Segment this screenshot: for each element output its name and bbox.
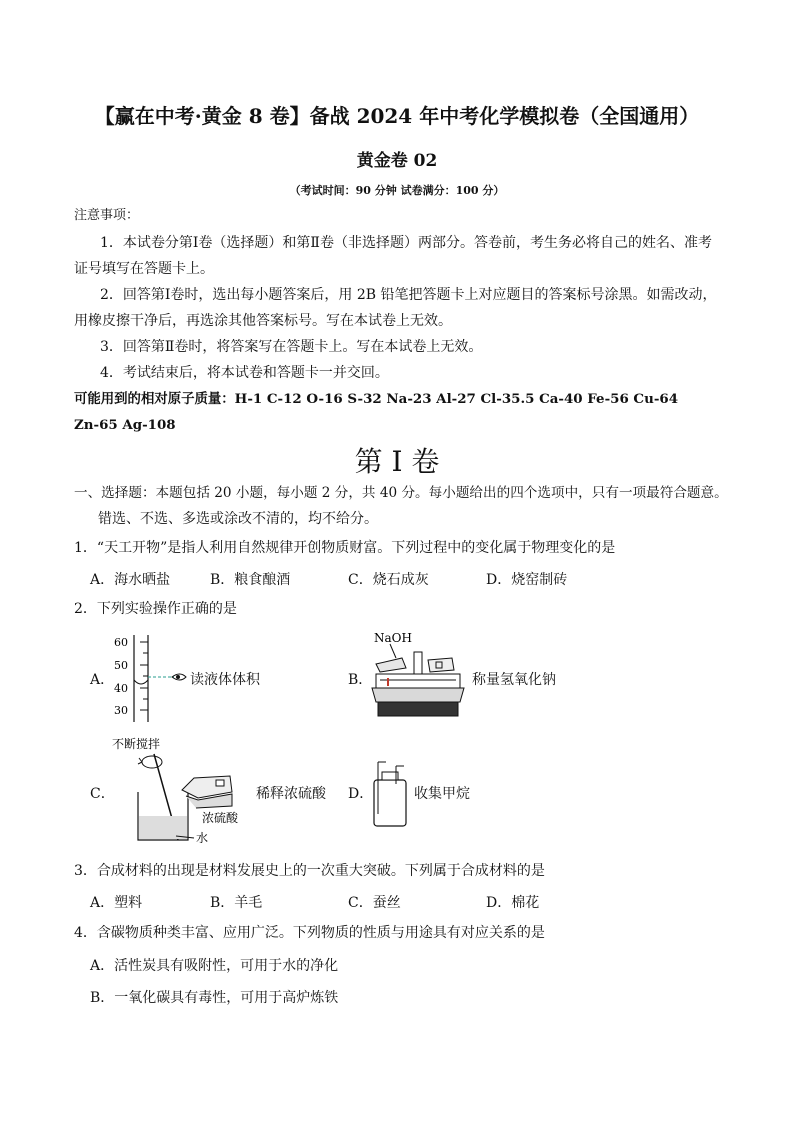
q2-a-caption: 读液体体积 (190, 672, 260, 688)
q1-option-c: C．烧石成灰 (348, 572, 429, 588)
q2-a-label: A． (90, 672, 115, 688)
q3-option-c: C．蚕丝 (348, 895, 401, 911)
gas-bottle-figure (372, 760, 412, 828)
atomic-masses-line-1: 可能用到的相对原子质量：H-1 C-12 O-16 S-32 Na-23 Al-27 Cl-35.5 Ca-40 Fe-56 Cu-64 (74, 391, 679, 407)
exam-info: （考试时间：90 分钟 试卷满分：100 分） (289, 184, 505, 197)
acid-label: 浓硫酸 (202, 811, 239, 825)
stir-label: 不断搅拌 (112, 737, 161, 751)
cylinder-tick-60: 60 (114, 636, 128, 649)
atomic-masses-line-2: Zn-65 Ag-108 (74, 417, 176, 433)
q3-stem: 3．合成材料的出现是材料发展史上的一次重大突破。下列属于合成材料的是 (74, 863, 545, 879)
note-line-2b: 用橡皮擦干净后，再选涂其他答案标号。写在本试卷上无效。 (74, 313, 452, 329)
q4-option-b: B．一氧化碳具有毒性，可用于高炉炼铁 (90, 990, 339, 1006)
q4-stem: 4．含碳物质种类丰富、应用广泛。下列物质的性质与用途具有对应关系的是 (74, 925, 545, 941)
q4-option-a: A．活性炭具有吸附性，可用于水的净化 (90, 958, 339, 974)
q1-option-b: B．粮食酿酒 (210, 572, 291, 588)
section-instruction-2: 错选、不选、多选或涂改不清的，均不给分。 (98, 511, 378, 527)
note-line-2: 2．回答第Ⅰ卷时，选出每小题答案后，用 2B 铅笔把答题卡上对应题目的答案标号涂黑。如需改动， (100, 287, 717, 303)
q1-option-a: A．海水晒盐 (90, 572, 171, 588)
q2-stem: 2．下列实验操作正确的是 (74, 601, 237, 617)
cylinder-tick-40: 40 (114, 682, 128, 695)
note-line-3: 3．回答第Ⅱ卷时，将答案写在答题卡上。写在本试卷上无效。 (100, 339, 483, 355)
q3-option-b: B．羊毛 (210, 895, 263, 911)
q1-stem: 1．“天工开物”是指人利用自然规律开创物质财富。下列过程中的变化属于物理变化的是 (74, 540, 616, 556)
notes-heading: 注意事项： (74, 208, 140, 223)
cylinder-tick-30: 30 (114, 704, 128, 717)
exam-title: 【赢在中考·黄金 8 卷】备战 2024 年中考化学模拟卷（全国通用） (94, 104, 700, 128)
cylinder-tick-50: 50 (114, 659, 128, 672)
q2-d-caption: 收集甲烷 (414, 786, 470, 802)
q2-b-caption: 称量氢氧化钠 (472, 672, 556, 688)
section-instruction-1: 一、选择题：本题包括 20 小题，每小题 2 分，共 40 分。每小题给出的四个选项中，只有一项最符合题意。 (74, 485, 728, 501)
balance-figure (368, 628, 468, 720)
cylinder-figure (112, 630, 202, 725)
eye-icon (172, 674, 186, 680)
q2-d-label: D． (348, 786, 374, 802)
q1-option-d: D．烧窑制砖 (486, 572, 568, 588)
dilution-figure (112, 736, 252, 848)
q2-c-label: C． (90, 786, 115, 802)
q2-c-caption: 稀释浓硫酸 (256, 786, 326, 802)
q2-b-label: B． (348, 672, 373, 688)
section-title: 第 I 卷 (354, 445, 440, 478)
note-line-1b: 证号填写在答题卡上。 (74, 261, 214, 277)
water-label: 水 (196, 831, 209, 845)
note-line-4: 4．考试结束后，将本试卷和答题卡一并交回。 (100, 365, 389, 381)
balance-reagent-label: NaOH (374, 631, 412, 645)
q3-option-a: A．塑料 (90, 895, 143, 911)
q3-option-d: D．棉花 (486, 895, 540, 911)
note-line-1: 1．本试卷分第Ⅰ卷（选择题）和第Ⅱ卷（非选择题）两部分。答卷前，考生务必将自己的姓名、准考 (100, 235, 712, 251)
exam-subtitle: 黄金卷 02 (356, 151, 438, 171)
